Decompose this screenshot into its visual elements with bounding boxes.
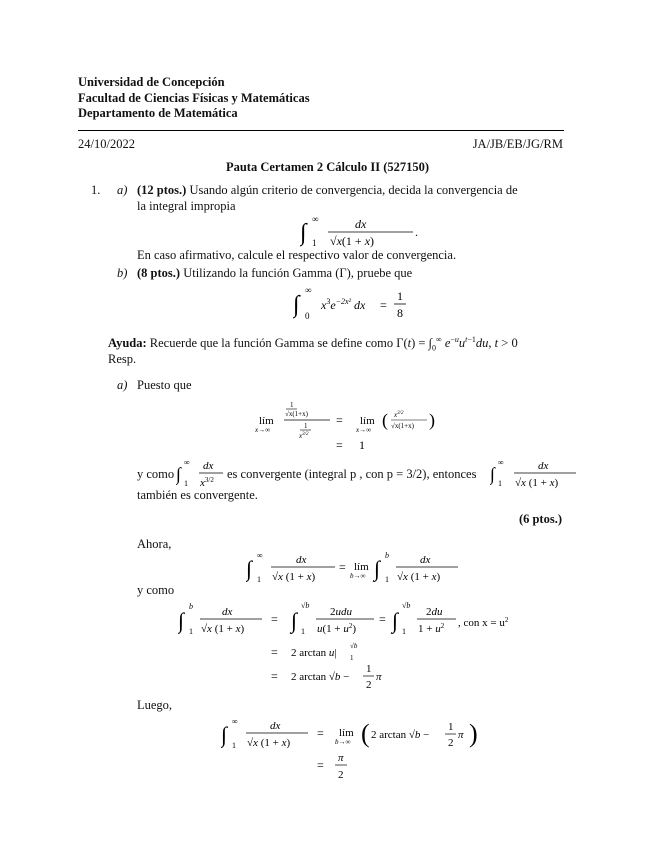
faculty-name: Facultad de Ciencias Físicas y Matemáticas [78, 91, 310, 105]
svg-text:∞: ∞ [257, 551, 263, 560]
svg-text:=: = [336, 413, 343, 427]
tambien-text: también es convergente. [137, 488, 258, 502]
page-title: Pauta Certamen 2 Cálculo II (527150) [225, 160, 430, 174]
exam-date: 24/10/2022 [78, 137, 135, 151]
limit-comparison [255, 398, 445, 454]
svg-text:π: π [338, 752, 344, 764]
svg-text:1: 1 [304, 422, 308, 430]
svg-text:2du: 2du [426, 606, 443, 618]
svg-text:π: π [458, 729, 464, 741]
svg-text:1: 1 [366, 663, 372, 675]
svg-text:∫: ∫ [300, 220, 307, 246]
svg-text:∫: ∫ [221, 722, 228, 747]
svg-text:x3/2: $x^{3/2}$ [200, 476, 214, 489]
part-a-points: (12 ptos.) [137, 183, 187, 197]
svg-text:√b: √b [402, 601, 411, 610]
svg-text:dx: dx [222, 606, 233, 618]
svg-text:∞: ∞ [498, 458, 504, 467]
svg-text:2 arctan √b −: 2 arctan √b − [371, 729, 430, 741]
substitution-note: , con $x = u^2$ [458, 616, 509, 629]
svg-text:2: 2 [338, 769, 344, 781]
hint-label: Ayuda: [108, 336, 147, 351]
solution-a-label: a) [117, 378, 128, 392]
svg-text:.: . [415, 225, 418, 239]
header-rule [78, 130, 564, 131]
svg-text:√x (1 + x): √x (1 + x) [397, 571, 441, 583]
ycomo-1: y como [137, 467, 175, 481]
university-name: Universidad de Concepción [78, 75, 225, 89]
svg-text:∞: ∞ [305, 285, 312, 295]
department-name: Departamento de Matemática [78, 106, 238, 120]
integral-problem-a [300, 210, 450, 248]
svg-text:=: = [271, 612, 278, 626]
svg-text:∫: ∫ [374, 556, 381, 581]
svg-text:∫: ∫ [176, 464, 181, 484]
part-a-text-2: la integral impropia [137, 199, 236, 213]
svg-text:b: b [385, 551, 389, 560]
svg-text:∫: ∫ [490, 464, 495, 484]
part-b-text: Utilizando la función Gamma (Γ), pruebe que [183, 266, 413, 280]
svg-text:1: 1 [498, 479, 502, 488]
part-b-statement [137, 266, 412, 281]
svg-text:x→∞: x→∞ [356, 426, 372, 434]
svg-text:√x (1 + x): √x (1 + x) [201, 623, 245, 635]
svg-text:=: = [380, 298, 387, 312]
svg-text:lím: lím [360, 415, 375, 427]
svg-text:1: 1 [184, 479, 188, 488]
svg-text:x3e−2x² dx: $x^3e^{-2x^2}$ dx [321, 297, 366, 312]
svg-text:π: π [376, 671, 382, 683]
svg-text:): ) [429, 410, 435, 430]
svg-text:(: ( [361, 719, 370, 748]
svg-text:lím: lím [259, 415, 274, 427]
svg-text:dx: dx [296, 554, 307, 566]
svg-text:u(1 + u2): $u(1 + u^2)$ [317, 622, 357, 635]
svg-text:(: ( [382, 410, 388, 430]
svg-text:√x(1+x): √x(1+x) [285, 410, 308, 418]
ycomo-2: y como [137, 583, 175, 597]
svg-text:1: 1 [290, 401, 294, 409]
svg-text:2 arctan √b −: 2 arctan √b − [291, 671, 350, 683]
svg-text:x3/2: $x^{3/2}$ [299, 432, 309, 440]
svg-text:1: 1 [402, 627, 406, 636]
svg-text:∞: ∞ [232, 717, 238, 726]
svg-text:1: 1 [448, 721, 454, 733]
svg-text:∫: ∫ [291, 608, 298, 633]
svg-text:dx: dx [355, 217, 367, 231]
svg-text:2: 2 [448, 737, 454, 749]
svg-text:∫: ∫ [392, 608, 399, 633]
final-result [221, 714, 481, 784]
part-b-label: b) [117, 266, 128, 280]
part-b-points: (8 ptos.) [137, 266, 181, 280]
svg-text:=: = [271, 669, 278, 683]
svg-text:lím: lím [354, 561, 369, 573]
integral-limit-eq [246, 548, 461, 586]
svg-text:8: 8 [397, 306, 403, 320]
convergent-text: es convergente (integral p , con p = 3/2), entonces [227, 467, 477, 481]
svg-text:√x (1 + x): √x (1 + x) [515, 477, 559, 489]
svg-text:dx: dx [270, 720, 281, 732]
svg-text:b→∞: b→∞ [350, 572, 366, 580]
svg-text:√x(1 + x): √x(1 + x) [330, 234, 375, 248]
svg-text:√x (1 + x): √x (1 + x) [272, 571, 316, 583]
svg-text:∫: ∫ [178, 608, 185, 633]
resp-label: Resp. [108, 352, 137, 366]
integral-ratio [490, 456, 582, 490]
exam-authors: JA/JB/EB/JG/RM [472, 137, 563, 151]
svg-text:=: = [271, 645, 278, 659]
substitution-steps [178, 598, 523, 692]
svg-text:1: 1 [301, 627, 305, 636]
svg-text:0: 0 [305, 311, 310, 321]
part-a-statement [137, 183, 518, 198]
svg-text:1: 1 [397, 289, 403, 303]
puesto-que: Puesto que [137, 378, 192, 392]
svg-text:2 arctan u|: 2 arctan u| [291, 647, 337, 659]
svg-text:1: 1 [257, 575, 261, 584]
svg-text:∞: ∞ [184, 458, 190, 467]
svg-text:x→∞: x→∞ [255, 426, 271, 434]
svg-text:x3/2: $x^{3/2}$ [394, 411, 404, 419]
svg-text:dx: dx [538, 460, 549, 472]
svg-text:1: 1 [189, 627, 193, 636]
svg-text:2udu: 2udu [330, 606, 352, 618]
svg-text:1: 1 [232, 741, 236, 750]
svg-text:=: = [336, 438, 343, 452]
svg-text:∫: ∫ [293, 292, 300, 318]
svg-text:1: 1 [312, 238, 317, 248]
svg-text:lím: lím [339, 727, 354, 739]
part-a-label: a) [117, 183, 128, 197]
svg-text:√x(1+x): √x(1+x) [391, 422, 414, 430]
svg-text:b→∞: b→∞ [335, 738, 351, 746]
gamma-integral [293, 282, 413, 322]
luego: Luego, [137, 698, 173, 712]
svg-text:1 + u2: $1 + u^2$ [418, 622, 445, 635]
svg-text:b: b [189, 602, 193, 611]
svg-text:=: = [317, 726, 324, 740]
svg-text:=: = [339, 560, 346, 574]
svg-text:2: 2 [366, 679, 372, 691]
solution-points: (6 ptos.) [518, 512, 562, 526]
hint-line [108, 332, 518, 356]
svg-text:=: = [379, 612, 386, 626]
svg-text:∫: ∫ [246, 556, 253, 581]
svg-text:√b: √b [350, 642, 358, 650]
svg-text:√b: √b [301, 601, 310, 610]
part-a-text-1: Usando algún criterio de convergencia, decida la convergencia de [189, 183, 518, 197]
svg-text:=: = [317, 758, 324, 772]
svg-text:dx: dx [420, 554, 431, 566]
integral-p [176, 456, 226, 490]
svg-text:√x (1 + x): √x (1 + x) [247, 737, 291, 749]
svg-text:1: 1 [350, 654, 354, 662]
problem-number: 1. [91, 183, 101, 197]
part-a-text-3: En caso afirmativo, calcule el respectivo valor de convergencia. [137, 248, 457, 262]
svg-text:): ) [469, 719, 478, 748]
gamma-definition: $\Gamma(t) = \int_0^\infty$ $e^{-u}u^{t-1}du$, t > 0 [396, 335, 518, 353]
svg-text:1: 1 [385, 575, 389, 584]
hint-text: Recuerde que la función Gamma se define como [149, 336, 394, 351]
svg-text:dx: dx [203, 460, 214, 472]
svg-text:∞: ∞ [312, 214, 319, 224]
svg-text:1: 1 [359, 438, 365, 452]
ahora: Ahora, [137, 537, 172, 551]
